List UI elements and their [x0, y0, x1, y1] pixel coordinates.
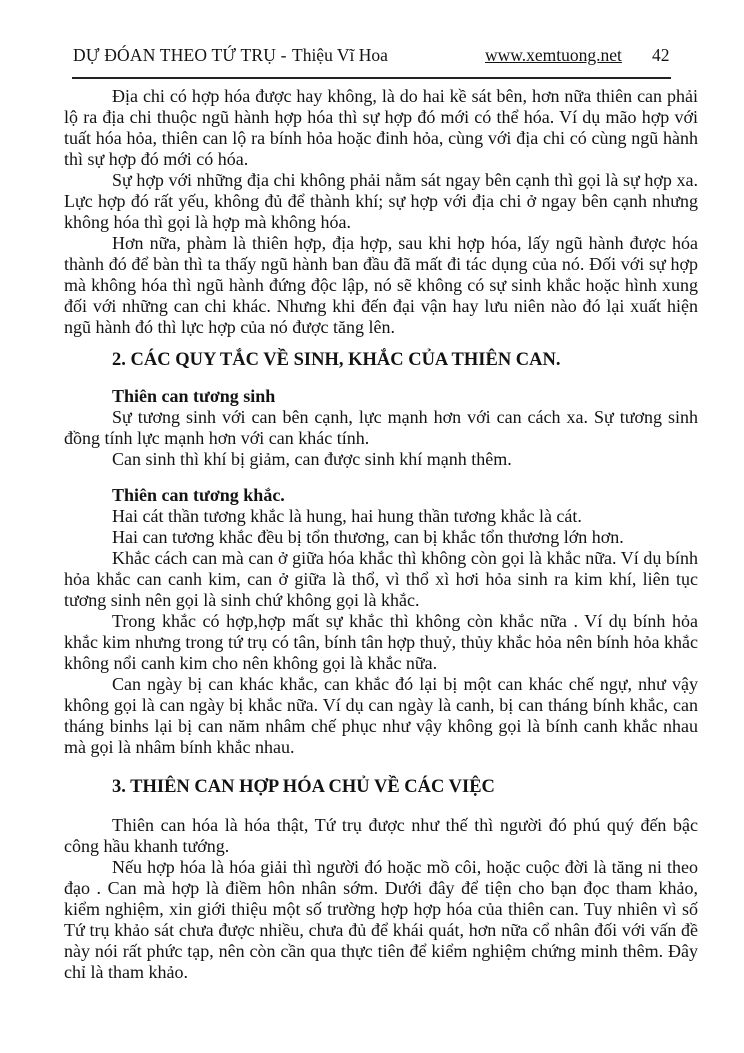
header-page-number: 42	[652, 45, 670, 65]
paragraph-section3-1: Thiên can hóa là hóa thật, Tứ trụ được như thế thì người đó phú quý đến bậc công hầu khanh tướng.	[64, 815, 698, 856]
subheading-tuong-sinh: Thiên can tương sinh	[112, 386, 276, 406]
header-author-name: Thiệu Vĩ Hoa	[292, 45, 388, 65]
paragraph-tuong-khac-5: Can ngày bị can khác khắc, can khắc đó lại bị một can khác chế ngự, như vậy không gọi là can ngày bị khắc nữa. Ví dụ can ngày là canh, bị can tháng bính khắc, can tháng binhs lại bị can năm nhâm chế phục như vậy không gọi là bính canh khắc nhau mà gọi là nhâm bính khắc nhau.	[64, 674, 698, 757]
page-header	[0, 45, 744, 69]
paragraph-intro-1: Địa chi có hợp hóa được hay không, là do hai kề sát bên, hơn nữa thiên can phải lộ ra địa chi thuộc ngũ hành hợp hóa thì sự hợp đó mới có thể hóa. Ví dụ mão hợp với tuất hóa hỏa, thiên can lộ ra bính hỏa hoặc đinh hỏa, cùng với địa chi có cùng ngũ hành thì sự hợp đó mới có hóa.	[64, 86, 698, 169]
paragraph-tuong-sinh-2: Can sinh thì khí bị giảm, can được sinh khí mạnh thêm.	[112, 449, 512, 469]
header-website-link[interactable]: www.xemtuong.net	[485, 45, 622, 65]
paragraph-tuong-khac-4: Trong khắc có hợp,hợp mất sự khắc thì không còn khắc nữa . Ví dụ bính hỏa khắc kim nhưng trong tứ trụ có tân, bính tân hợp thuỷ, thủy khắc hỏa nên bính hỏa khắc không nổi canh kim cho nên không gọi là khắc nữa.	[64, 611, 698, 673]
subheading-tuong-khac: Thiên can tương khắc.	[112, 485, 285, 505]
document-body	[64, 86, 698, 983]
header-divider-line	[72, 77, 671, 79]
paragraph-intro-3: Hơn nữa, phàm là thiên hợp, địa hợp, sau khi hợp hóa, lấy ngũ hành được hóa thành đó để bàn thì ta thấy ngũ hành ban đầu đã mất đi tác dụng của nó. Đối với sự hợp mà không hóa thì ngũ hành đứng độc lập, nó sẽ không có sự sinh khắc hoặc hình xung đối với những can chi khác. Nhưng khi đến đại vận hay lưu niên nào đó lại xuất hiện ngũ hành đó thì lực hợp của nó được tăng lên.	[64, 233, 698, 337]
paragraph-section3-2: Nếu hợp hóa là hóa giải thì người đó hoặc mồ côi, hoặc cuộc đời là tăng ni theo đạo . Can mà hợp là điềm hôn nhân sớm. Dưới đây để tiện cho bạn đọc tham khảo, kiểm nghiệm, xin giới thiệu một số trường hợp hợp hóa của thiên can. Tuy nhiên vì số Tứ trụ khảo sát chưa được nhiều, chưa đủ để khái quát, hơn nữa cổ nhân đối với vấn đề này nói rất phức tạp, nên còn cần qua thực tiên để kiểm nghiệm chứng minh thêm. Đây chỉ là tham khảo.	[64, 857, 698, 982]
paragraph-intro-2: Sự hợp với những địa chi không phải nằm sát ngay bên cạnh thì gọi là sự hợp xa. Lực hợp đó rất yếu, không đủ để thành khí; sự hợp với địa chi ở ngay bên cạnh nhưng không hóa thì gọi là hợp mà không hóa.	[64, 170, 698, 232]
paragraph-tuong-khac-2: Hai can tương khắc đều bị tổn thương, can bị khắc tổn thương lớn hơn.	[112, 527, 624, 547]
section-2-heading: 2. CÁC QUY TẮC VỀ SINH, KHẮC CỦA THIÊN CAN.	[112, 350, 561, 370]
paragraph-tuong-khac-1: Hai cát thần tương khắc là hung, hai hung thần tương khắc là cát.	[112, 506, 582, 526]
header-book-title: DỰ ĐÓAN THEO TỨ TRỤ -	[73, 45, 287, 65]
paragraph-tuong-sinh-1: Sự tương sinh với can bên cạnh, lực mạnh hơn với can cách xa. Sự tương sinh đồng tính lực mạnh hơn với can khác tính.	[64, 407, 698, 448]
paragraph-tuong-khac-3: Khắc cách can mà can ở giữa hóa khắc thì không còn gọi là khắc nữa. Ví dụ bính hỏa khắc can canh kim, can ở giữa là thổ, vì thổ xì hơi hỏa sinh ra kim khí, liên tục tương sinh nên gọi là sinh chứ không gọi là khắc.	[64, 548, 698, 610]
section-3-heading: 3. THIÊN CAN HỢP HÓA CHỦ VỀ CÁC VIỆC	[112, 777, 495, 797]
